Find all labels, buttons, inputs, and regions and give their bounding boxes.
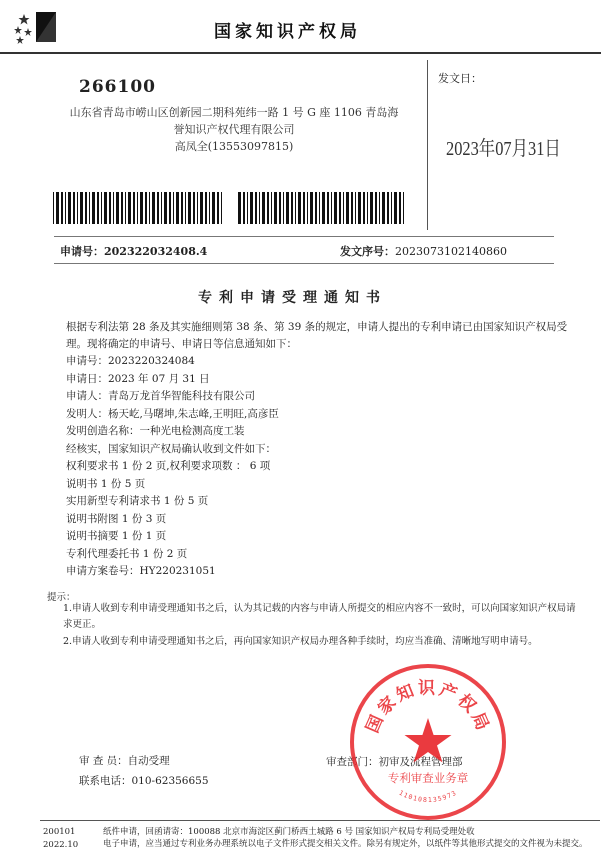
document-serial [340,243,507,259]
barcode-bar [121,192,123,224]
barcode-bar [363,192,365,224]
footer-line-2: 电子申请，应当通过专利业务办理系统以电子文件形式提交相关文件。除另有规定外，以纸件等其他形式提交的文件视为未提交。 [103,839,588,849]
barcode-bar [109,192,111,224]
barcode-bar [370,192,373,224]
barcode-bar [205,192,207,224]
notice-title: 专利申请受理通知书 [198,290,387,306]
notice-field: 说明书摘要 1 份 1 页 [66,530,167,542]
barcode-bar [116,192,119,224]
barcode-bar [343,192,344,224]
notice-fields [66,353,279,581]
notice-field: 申请人：青岛万龙首华智能科技有限公司 [66,390,255,402]
examiner-block [79,751,209,791]
document-serial-label: 发文序号： [340,245,395,258]
address-divider [427,60,428,230]
barcode-bar [247,192,248,224]
barcode-bar [65,192,66,224]
barcode-bar [85,192,87,224]
address-line-1: 山东省青岛市崂山区创新园二期科苑纬一路 1 号 G 座 1106 青岛海 [69,106,399,119]
barcode-bar [322,192,325,224]
barcode-bar [104,192,107,224]
barcode-bar [221,192,222,224]
barcode-bar [73,192,75,224]
barcode-bar [181,192,183,224]
notice-field: 发明人：杨天屹,马曙坤,朱志峰,王明旺,高彦臣 [66,407,279,420]
notice-field: 申请号：2023220324084 [66,355,195,367]
barcode-bar [286,192,289,224]
barcode-bar [327,192,329,224]
barcode-bar [355,192,356,224]
barcode-bar [243,192,245,224]
barcode-right [238,192,406,224]
barcode-bar [307,192,308,224]
barcode-bar [185,192,186,224]
footer-code-1: 200101 [43,827,76,837]
notice-field: 实用新型专利请求书 1 份 5 页 [66,495,209,507]
barcode-bar [68,192,71,224]
barcode-bar [379,192,380,224]
barcode-bar [137,192,138,224]
barcode-bar [56,192,59,224]
barcode-bar [387,192,389,224]
barcode-bar [346,192,349,224]
barcode-bar [259,192,260,224]
barcode-bar [298,192,301,224]
footer-text [103,826,593,850]
info-bar-bottom-rule [54,263,554,264]
send-date-value: 2023年07月31日 [446,138,561,160]
barcode-bar [367,192,368,224]
barcode-bar [145,192,147,224]
barcode-bar [197,192,198,224]
footer-codes [43,826,78,852]
barcode-bar [262,192,265,224]
notice-field: 专利代理委托书 1 份 2 页 [66,547,188,560]
notice-field: 说明书附图 1 份 3 页 [66,512,167,525]
barcode-bar [331,192,332,224]
seal-outer-text: 国家知识产权局 [362,678,494,736]
barcode-bar [399,192,401,224]
examiner-line: 审 查 员：自动受理 [79,755,170,767]
notice-field: 申请方案卷号：HY220231051 [66,565,216,577]
application-number [60,243,207,259]
seal-serial: 110108135973 [397,788,459,805]
barcode-bar [283,192,284,224]
barcode-bar [173,192,174,224]
barcode-bar [319,192,320,224]
tips-label: 提示： [47,592,76,603]
svg-text:110108135973 [398,789,459,804]
barcode-bar [217,192,219,224]
barcode-bar [339,192,341,224]
recipient-contact: 高凤全(13553097815) [174,140,294,153]
barcode-bar [128,192,131,224]
notice-field: 经核实，国家知识产权局确认收到文件如下： [66,442,276,455]
phone-line: 联系电话：010-62356655 [79,775,209,787]
seal-inner-text: 专利审查业务章 [387,771,469,785]
recipient-address [64,104,404,155]
header-divider [0,52,601,54]
barcode-bar [169,192,171,224]
barcode-bar [77,192,78,224]
barcode-left [53,192,223,224]
notice-field: 发明创造名称：一种光电检测高度工装 [66,425,245,437]
barcode-bar [164,192,167,224]
barcode-bar [61,192,63,224]
barcode-bar [157,192,159,224]
barcode-bar [200,192,203,224]
barcode-bar [193,192,195,224]
cnipa-logo [14,8,58,46]
info-bar-top-rule [54,236,554,237]
barcode-bar [140,192,143,224]
barcode-bar [97,192,99,224]
barcode-bar [310,192,313,224]
footer-divider [40,820,600,821]
barcode-bar [53,192,54,224]
barcode-bar [351,192,353,224]
notice-paragraph: 根据专利法第 28 条及其实施细则第 38 条、第 39 条的规定，申请人提出的专利申请已由国家知识产权局受理。现将确定的申请号、申请日等信息通知如下： [66,321,568,350]
barcode-bar [89,192,90,224]
barcode-bar [375,192,377,224]
barcode-bar [334,192,337,224]
application-number-value: 202322032408.4 [104,245,208,258]
footer-line-1: 纸件申请，回函请寄：100088 北京市海淀区蓟门桥西土城路 6 号 国家知识产权局专利局受理处收 [103,827,475,837]
address-line-2: 誉知识产权代理有限公司 [173,123,295,136]
barcode-bar [250,192,253,224]
barcode-bar [279,192,281,224]
barcode-bar [149,192,150,224]
barcode-bar [391,192,392,224]
barcode-bar [394,192,397,224]
application-number-label: 申请号： [60,245,104,258]
postcode: 266100 [79,77,156,97]
barcode-bar [382,192,385,224]
barcode-bar [113,192,114,224]
official-seal [346,660,510,824]
barcode-bar [315,192,317,224]
document-serial-value: 2023073102140860 [395,245,507,258]
barcode-bar [92,192,95,224]
barcode-bar [152,192,155,224]
tip-item: 2.申请人收到专利申请受理通知书之后，再向国家知识产权局办理各种手续时，均应当准确、清晰地写明申请号。 [63,636,538,647]
barcode-bar [255,192,257,224]
barcode-bar [101,192,102,224]
barcode-bar [133,192,135,224]
tip-item: 1.申请人收到专利申请受理通知书之后，认为其记载的内容与申请人所提交的相应内容不一致时，可以向国家知识产权局请求更正。 [63,603,576,630]
notice-field: 申请日：2023 年 07 月 31 日 [66,372,210,385]
department-line: 审查部门：初审及流程管理部 [326,756,463,768]
barcode-bar [358,192,361,224]
barcode-bar [267,192,269,224]
barcode-bar [291,192,293,224]
barcode-bar [212,192,215,224]
notice-field: 说明书 1 份 5 页 [66,477,146,490]
barcode-bar [161,192,162,224]
barcode-bar [274,192,277,224]
header-title: 国家知识产权局 [214,22,361,42]
barcode-bar [80,192,83,224]
send-date-label: 发文日： [438,72,482,85]
barcode-bar [303,192,305,224]
barcode-bar [403,192,404,224]
footer-code-2: 2022.10 [43,840,79,850]
barcode-bar [238,192,241,224]
barcode-bar [295,192,296,224]
barcode-bar [176,192,179,224]
notice-field: 权利要求书 1 份 2 页,权利要求项数 ： 6 项 [66,460,271,472]
barcode-bar [209,192,210,224]
seal-star-icon [405,718,452,763]
barcode-bar [271,192,272,224]
barcode-bar [188,192,191,224]
barcode-bar [125,192,126,224]
